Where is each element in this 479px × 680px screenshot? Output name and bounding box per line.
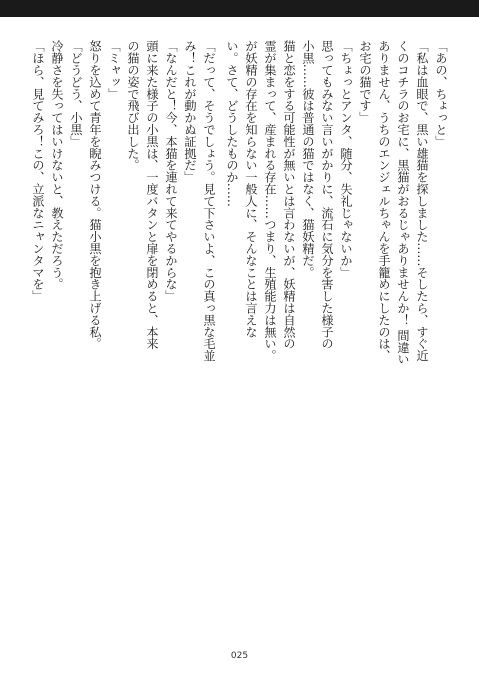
top-black-bar [0, 0, 479, 17]
text-column: ありません、うちのエンジェルちゃんを手籠めにしたのは、 [377, 40, 391, 362]
text-column: 猫と恋をする可能性が無いとは言わないが、妖精は自然の [282, 40, 296, 350]
text-column: 「ほら、見てみろ！この、立派なニャンタマを」 [31, 40, 45, 302]
upper-text-block [205, 40, 450, 640]
text-column: い。さて、どうしたものか…… [225, 40, 239, 207]
text-column: お宅の猫です」 [358, 40, 372, 124]
text-column: の猫の姿で飛び出した。 [126, 40, 140, 171]
text-column: くのコチラのお宅に、黒猫がおるじゃありませんか！ 間違い [396, 40, 410, 365]
text-column: が妖精の存在を知らない一般人に、そんなことは言えな [244, 40, 258, 338]
text-column: 「私は血眼で、黒い雄猫を探しました……そしたら、すぐ近 [415, 40, 429, 362]
text-column: 「ミャッ」 [107, 40, 121, 100]
text-column: 小黒……彼は普通の猫ではなく、猫妖精だ。 [301, 40, 315, 278]
text-column: 「ちょっとアンタ、随分、失礼じゃないか」 [339, 40, 353, 279]
text-column: 「どうどう、小黒」 [69, 40, 83, 148]
text-column: 「だって、そうでしょう。見て下さいよ、この真っ黒な毛並 [202, 40, 216, 362]
text-column: 「あの、ちょっと」 [434, 40, 448, 148]
text-column: 怒りを込めて青年を睨みつける。猫小黒を抱き上げる私。 [88, 40, 102, 350]
text-column: 思ってもみない言いがかりに、流石に気分を害した様子の [320, 40, 334, 350]
text-column: 頭に来た様子の小黒は、一度バタンと扉を閉めると、本来 [145, 40, 159, 350]
text-column: 霊が集まって、産まれる存在……つまり、生殖能力は無い。 [263, 40, 277, 362]
lower-text-block [3, 40, 218, 640]
page-number: 025 [230, 651, 249, 661]
text-column: み！これが動かぬ証拠だ」 [183, 40, 197, 183]
text-column: 「なんだと！今、本猫を連れて来てやるからな」 [164, 40, 178, 302]
text-column: 冷静さを失ってはいけないと、教えただろう。 [50, 40, 64, 290]
